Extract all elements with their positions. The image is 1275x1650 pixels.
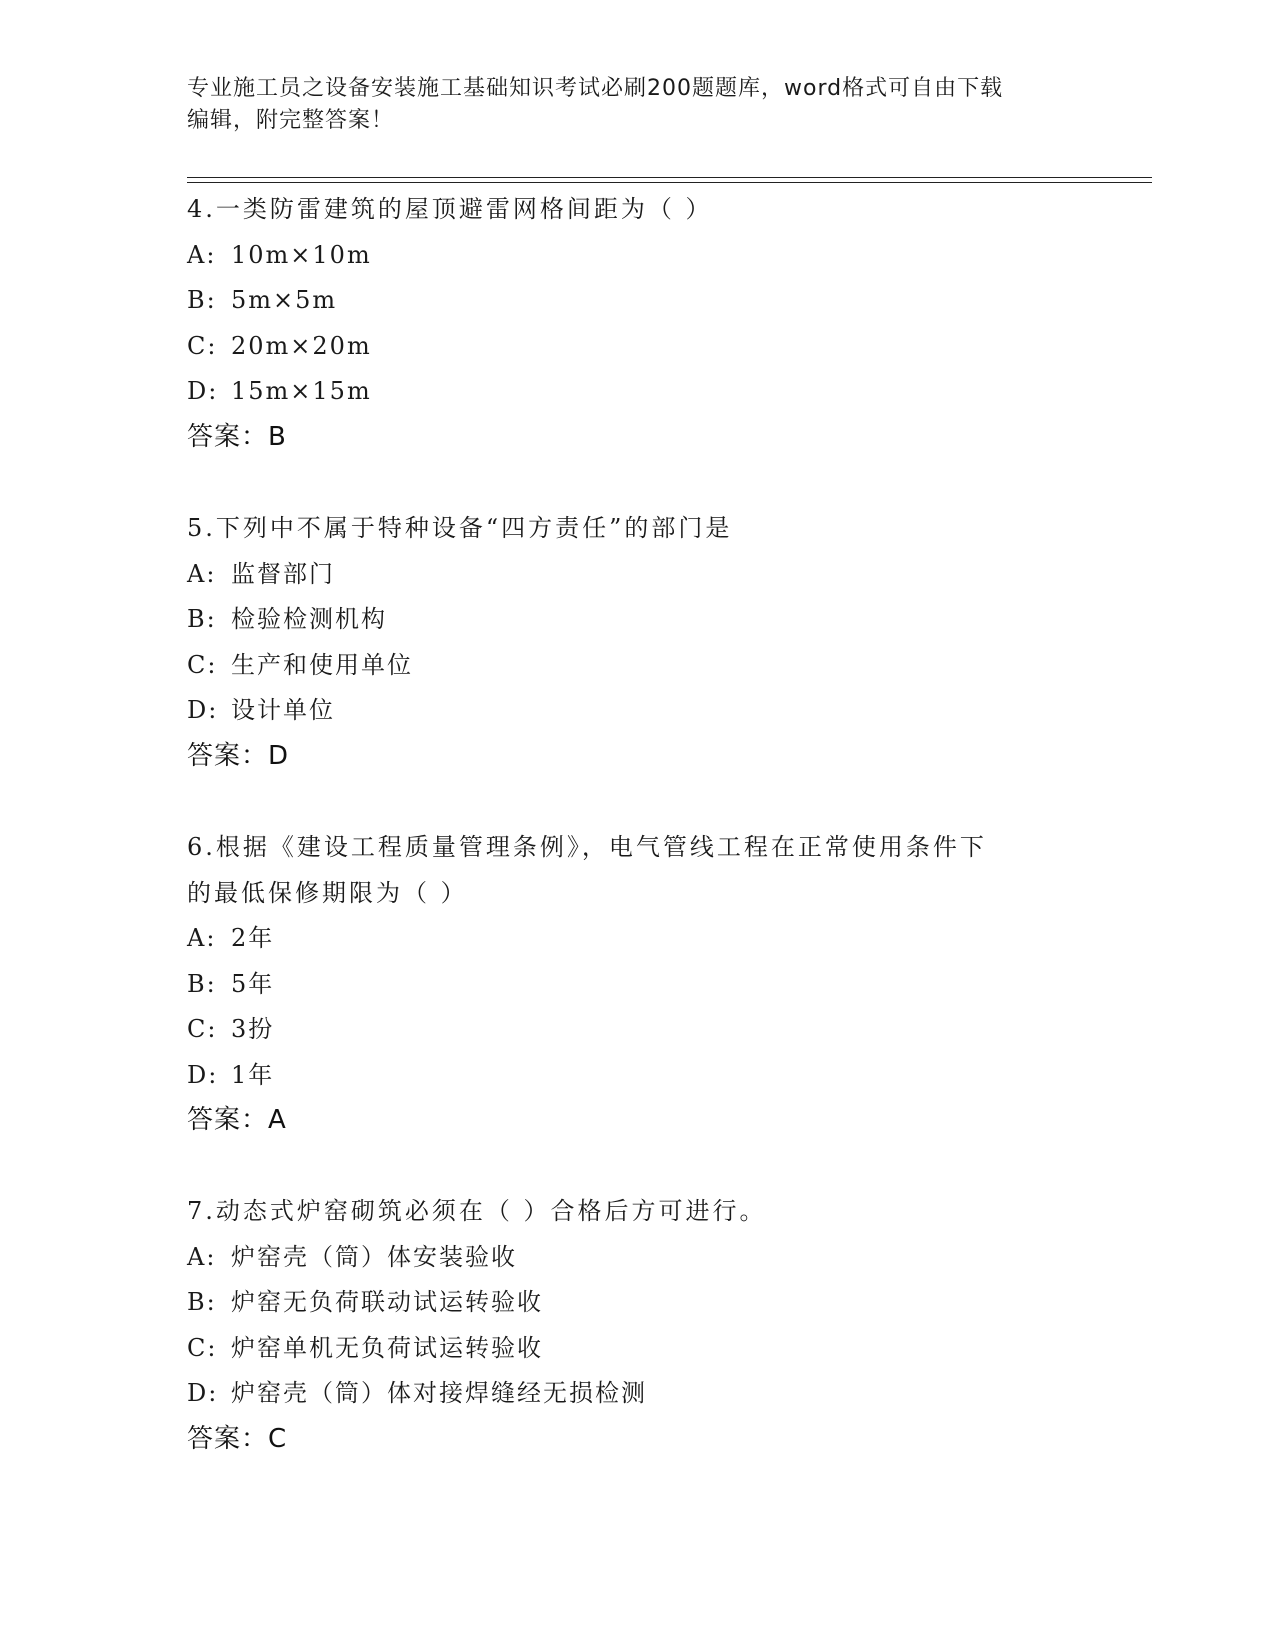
option-text: 设计单位 [231,696,335,724]
option-text: 炉窑壳（筒）体安装验收 [231,1242,517,1271]
option-c [187,1326,1087,1372]
option-key: D: [187,377,219,405]
option-key: B: [187,1288,217,1316]
option-d [187,1371,1087,1417]
option-b [187,278,1087,324]
option-a [187,1235,1087,1281]
option-text: 炉窑壳（筒）体对接焊缝经无损检测 [231,1379,647,1407]
document-header [187,73,1087,137]
option-d [187,369,1087,415]
option-text: 10m×10m [231,240,372,269]
option-text: 1年 [231,1060,275,1089]
option-text: 2年 [231,924,275,952]
option-d [187,688,1087,734]
option-key: A: [187,240,217,269]
option-b [187,597,1087,643]
option-key: C: [187,1333,218,1362]
header-line-1: 专业施工员之设备安装施工基础知识考试必刷200题题库，word格式可自由下载 [187,76,1004,101]
option-text: 监督部门 [231,559,335,588]
option-key: B: [187,969,217,998]
question-text: 4.一类防雷建筑的屋顶避雷网格间距为（ ） [187,195,713,223]
option-key: C: [187,1015,218,1043]
answer-line: 答案：B [187,421,287,452]
option-key: A: [187,559,217,588]
option-text: 炉窑无负荷联动试运转验收 [231,1288,543,1316]
question-7 [187,1189,1087,1462]
option-text: 5m×5m [231,286,338,314]
option-a [187,916,1087,962]
option-key: C: [187,331,218,360]
option-key: D: [187,1060,219,1089]
option-key: B: [187,286,217,314]
option-text: 检验检测机构 [231,605,387,633]
option-text: 5年 [231,969,275,998]
option-key: D: [187,696,219,724]
option-b [187,1280,1087,1326]
question-text: 6.根据《建设工程质量管理条例》，电气管线工程在正常使用条件下 [187,833,987,861]
option-d [187,1053,1087,1099]
option-c [187,324,1087,370]
option-c [187,643,1087,689]
option-text: 3扮 [231,1015,275,1043]
option-text: 15m×15m [231,377,372,405]
option-key: D: [187,1379,219,1407]
answer-line: 答案：C [187,1423,288,1454]
question-5 [187,506,1087,779]
option-text: 炉窑单机无负荷试运转验收 [231,1333,543,1362]
header-line-2: 编辑，附完整答案！ [187,108,395,133]
option-b [187,962,1087,1008]
option-text: 生产和使用单位 [231,650,413,679]
option-c [187,1007,1087,1053]
question-text-continued: 的最低保修期限为（ ） [187,878,468,907]
answer-line: 答案：A [187,1105,287,1135]
option-key: B: [187,605,217,633]
option-key: A: [187,1242,217,1271]
answer-line: 答案：D [187,740,290,771]
question-text: 7.动态式炉窑砌筑必须在（ ）合格后方可进行。 [187,1197,767,1225]
option-a [187,552,1087,598]
option-a [187,233,1087,279]
question-6 [187,825,1087,1144]
question-text: 5.下列中不属于特种设备“四方责任”的部门是 [187,514,733,542]
option-key: C: [187,650,218,679]
option-key: A: [187,924,217,952]
header-divider-top [187,177,1152,178]
question-4 [187,187,1087,460]
header-divider-bottom [187,182,1152,183]
option-text: 20m×20m [231,331,372,360]
